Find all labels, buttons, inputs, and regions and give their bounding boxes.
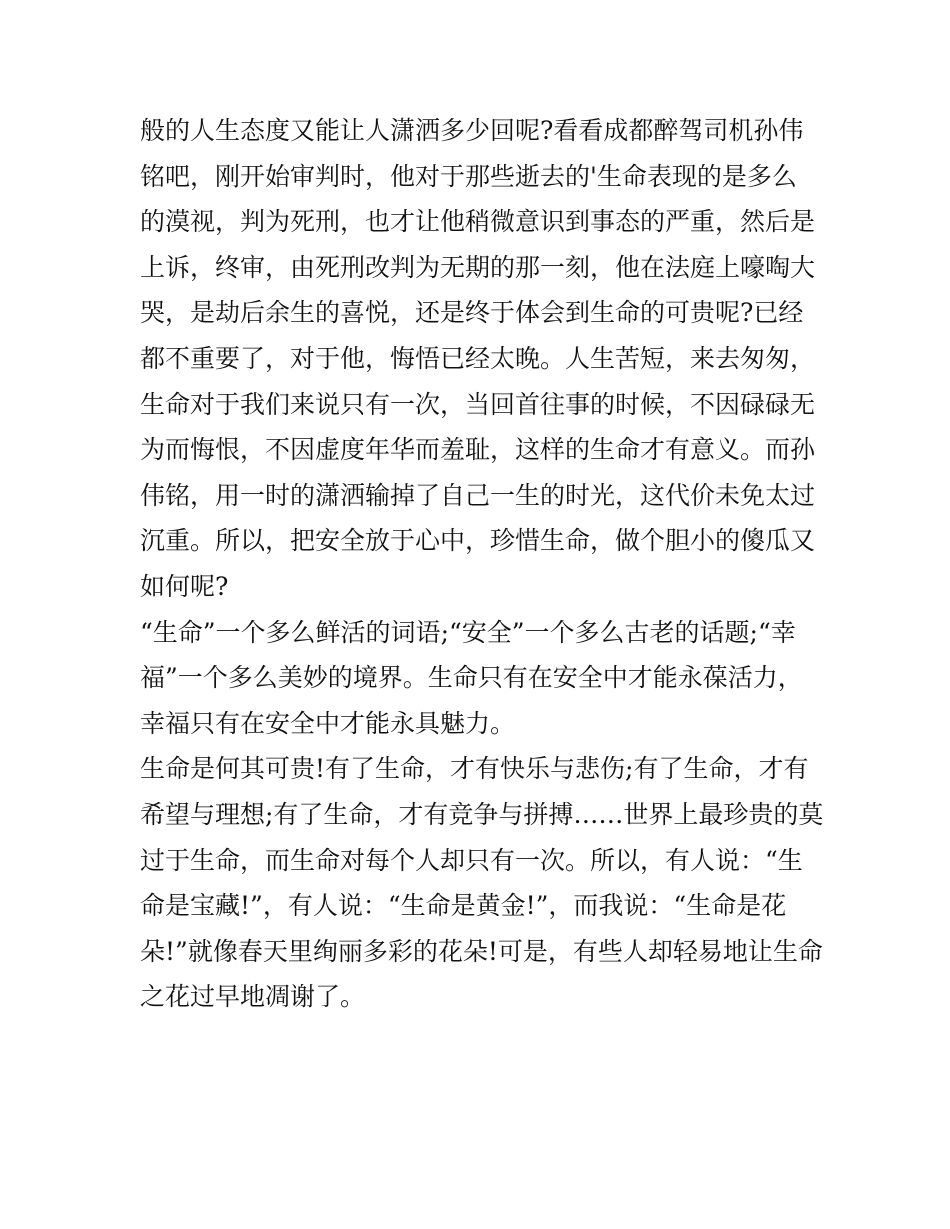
- text-line: “生命”一个多么鲜活的词语;“安全”一个多么古老的话题;“幸: [140, 617, 796, 647]
- text-line: 沉重。所以，把安全放于心中，珍惜生命，做个胆小的傻瓜又: [140, 526, 816, 556]
- text-line: 伟铭，用一时的潇洒输掉了自己一生的时光，这代价未免太过: [140, 480, 816, 510]
- text-line: 生命是何其可贵!有了生命，才有快乐与悲伤;有了生命，才有: [140, 754, 809, 784]
- text-line: 铭吧，刚开始审判时，他对于那些逝去的'生命表现的是多么: [140, 161, 797, 191]
- text-line: 命是宝藏!”，有人说：“生命是黄金!”，而我说：“生命是花: [140, 891, 787, 921]
- text-line: 的漠视，判为死刑，也才让他稍微意识到事态的严重，然后是: [140, 207, 816, 237]
- text-line: 上诉，终审，由死刑改判为无期的那一刻，他在法庭上嚎啕大: [140, 252, 816, 282]
- text-line: 哭，是劫后余生的喜悦，还是终于体会到生命的可贵呢?已经: [140, 298, 804, 328]
- text-line: 朵!”就像春天里绚丽多彩的花朵!可是，有些人却轻易地让生命: [140, 936, 823, 966]
- text-line: 幸福只有在安全中才能永具魅力。: [140, 708, 516, 738]
- text-line: 般的人生态度又能让人潇洒多少回呢?看看成都醉驾司机孙伟: [140, 116, 804, 145]
- text-line: 希望与理想;有了生命，才有竞争与拼搏……世界上最珍贵的莫: [140, 799, 824, 829]
- text-line: 都不重要了，对于他，悔悟已经太晚。人生苦短，来去匆匆，: [140, 343, 816, 373]
- document-body-text: [140, 108, 824, 1020]
- text-line: 为而悔恨，不因虚度年华而羞耻，这样的生命才有意义。而孙: [140, 435, 816, 465]
- text-line: 过于生命，而生命对每个人却只有一次。所以，有人说：“生: [140, 845, 803, 875]
- text-line: 如何呢?: [140, 571, 229, 601]
- text-line: 之花过早地凋谢了。: [140, 982, 366, 1012]
- text-line: 生命对于我们来说只有一次，当回首往事的时候，不因碌碌无: [140, 389, 816, 419]
- text-line: 福”一个多么美妙的境界。生命只有在安全中才能永葆活力，: [140, 663, 803, 693]
